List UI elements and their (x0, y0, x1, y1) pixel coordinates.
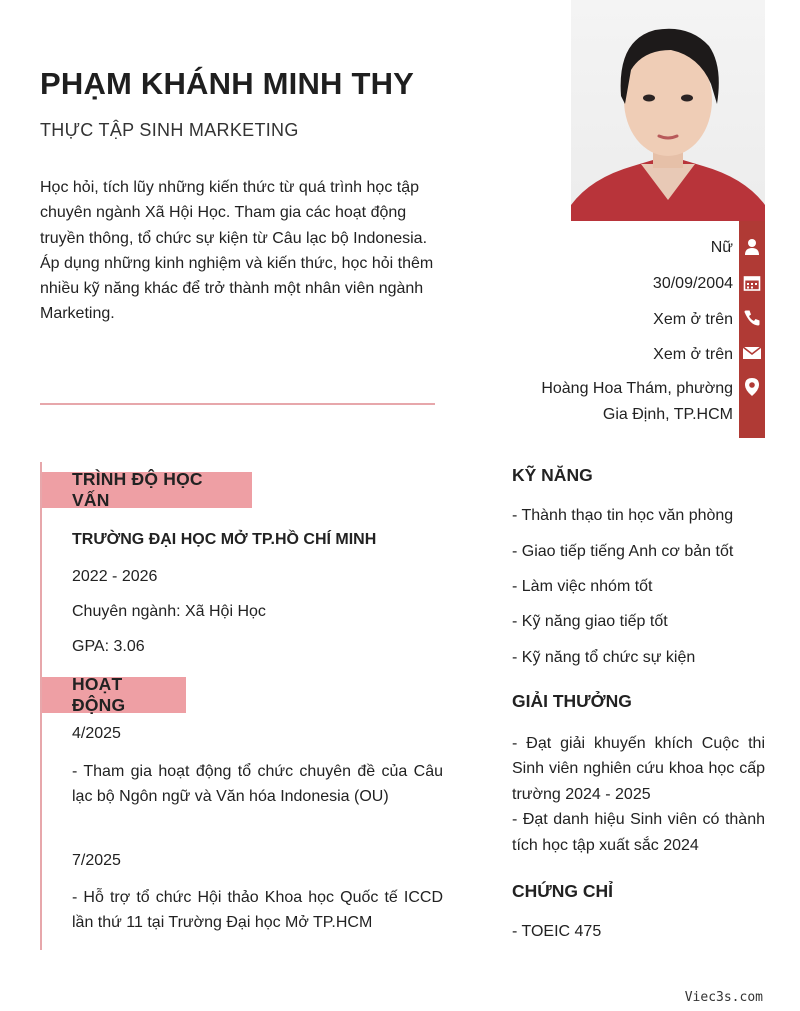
address-value (541, 376, 733, 427)
activities-heading: HOẠT ĐỘNG (42, 677, 186, 713)
awards-heading: GIẢI THƯỞNG (512, 691, 632, 711)
activity-date: 4/2025 (72, 725, 121, 742)
user-icon (739, 234, 765, 260)
skills-heading: KỸ NĂNG (512, 465, 593, 485)
profile-summary (40, 175, 435, 327)
skill-item: - Kỹ năng tổ chức sự kiện (512, 649, 696, 666)
address-line-2: Gia Định, TP.HCM (602, 405, 733, 423)
email-value: Xem ở trên (653, 346, 733, 363)
award-item: - Đạt danh hiệu Sinh viên có thành tích học tập xuất sắc 2024 (512, 811, 765, 854)
skill-item: - Kỹ năng giao tiếp tốt (512, 613, 668, 630)
skill-item: - Thành thạo tin học văn phòng (512, 507, 734, 524)
address-line-1: Hoàng Hoa Thám, phường (541, 380, 733, 397)
education-gpa: GPA: 3.06 (72, 638, 145, 655)
activity-description: - Tham gia hoạt động tổ chức chuyên đề của Câu lạc bộ Ngôn ngữ và Văn hóa Indonesia (OU) (72, 763, 443, 806)
footer-brand: Viec3s.com (684, 990, 763, 1005)
education-years: 2022 - 2026 (72, 568, 158, 585)
phone-icon (739, 305, 765, 331)
activity-description: - Hỗ trợ tổ chức Hội thảo Khoa học Quốc tế ICCD lần thứ 11 tại Trường Đại học Mở TP.HCM (72, 889, 443, 932)
award-item: - Đạt giải khuyến khích Cuộc thi Sinh viên nghiên cứu khoa học cấp trường 2024 - 2025 (512, 735, 765, 803)
job-title: THỰC TẬP SINH MARKETING (40, 120, 299, 140)
phone-value: Xem ở trên (653, 311, 733, 328)
gender-value: Nữ (710, 239, 733, 256)
skill-item: - Giao tiếp tiếng Anh cơ bản tốt (512, 543, 734, 560)
summary-paragraph: Học hỏi, tích lũy những kiến thức từ quá trình học tập chuyên ngành Xã Hội Học. Tham gia các hoạt động truyền thông, tổ chức sự kiện từ Câu lạc bộ Indonesia. (40, 179, 428, 247)
awards-list (512, 731, 765, 858)
mail-icon (739, 340, 765, 366)
portrait-illustration (571, 0, 765, 221)
candidate-name: PHẠM KHÁNH MINH THY (40, 66, 415, 101)
section-divider (40, 403, 435, 405)
calendar-icon (739, 270, 765, 296)
birthday-value: 30/09/2004 (652, 275, 733, 292)
education-heading: TRÌNH ĐỘ HỌC VẤN (42, 472, 252, 508)
activity-date: 7/2025 (72, 852, 121, 869)
school-name: TRƯỜNG ĐẠI HỌC MỞ TP.HỒ CHÍ MINH (72, 531, 377, 548)
summary-paragraph: Áp dụng những kinh nghiệm và kiến thức, học hỏi thêm nhiều kỹ năng khác để trở thành một nhân viên ngành Marketing. (40, 254, 434, 323)
certificates-heading: CHỨNG CHỈ (512, 881, 614, 901)
location-icon (739, 374, 765, 400)
skill-item: - Làm việc nhóm tốt (512, 578, 653, 595)
certificate-item: - TOEIC 475 (512, 923, 602, 940)
education-major: Chuyên ngành: Xã Hội Học (72, 603, 266, 620)
profile-photo (571, 0, 765, 221)
